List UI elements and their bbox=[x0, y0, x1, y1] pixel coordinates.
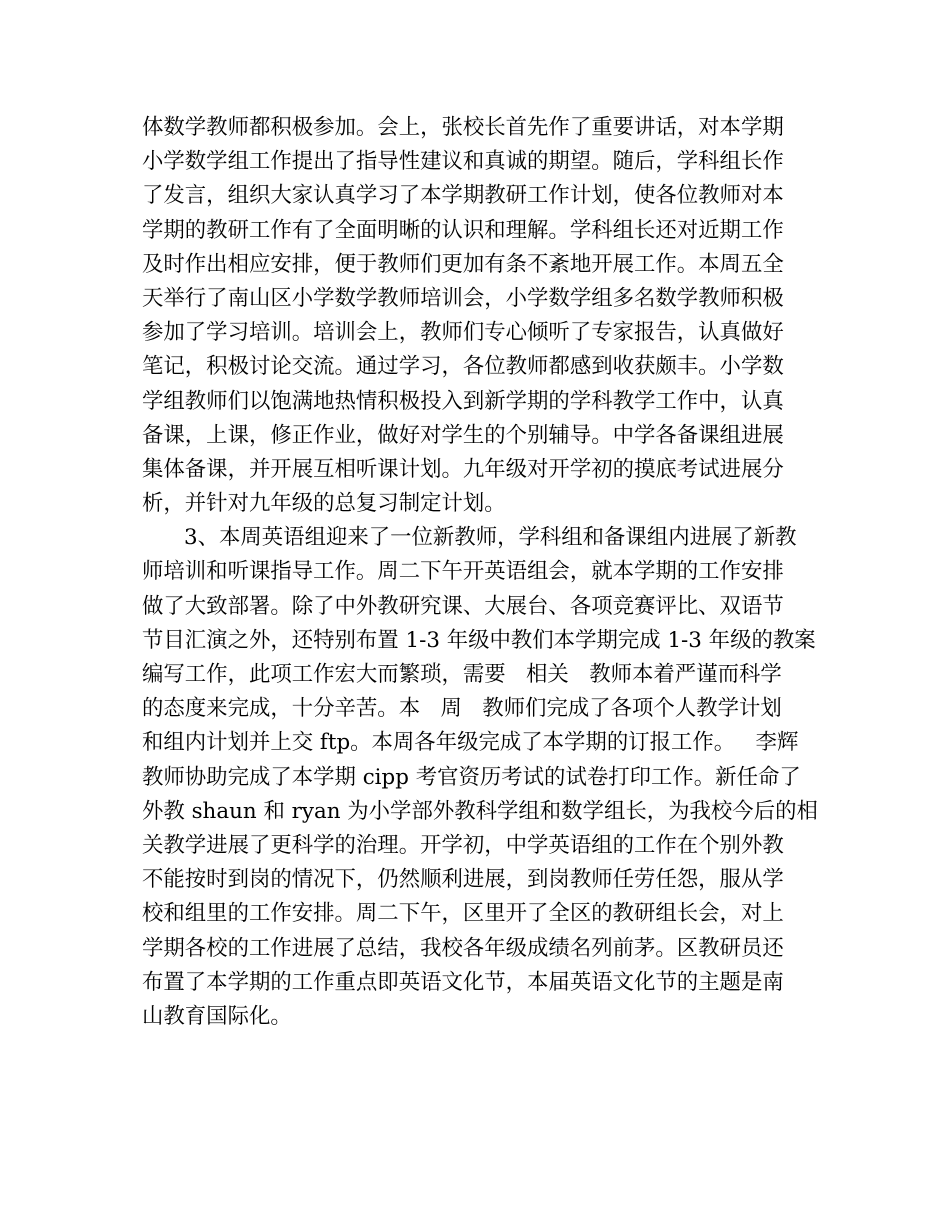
text-line: 体数学教师都积极参加。会上，张校长首先作了重要讲话，对本学期 bbox=[142, 115, 784, 140]
text-line: 不能按时到岗的情况下，仍然顺利进展，到岗教师任劳任怨，服从学 bbox=[142, 867, 784, 893]
text-line: 做了大致部署。除了中外教研究课、大展台、各项竞赛评比、双语节 bbox=[142, 593, 784, 619]
text-line: 及时作出相应安排，便于教师们更加有条不紊地开展工作。本周五全 bbox=[142, 251, 784, 277]
text-line: 参加了学习培训。培训会上，教师们专心倾听了专家报告，认真做好 bbox=[142, 320, 784, 346]
paragraph-math-group bbox=[142, 111, 812, 521]
text-line: 的态度来完成，十分辛苦。本 周 教师们完成了各项个人教学计划 bbox=[142, 696, 782, 722]
text-line: 山教育国际化。 bbox=[142, 1003, 292, 1029]
text-line: 学期的教研工作有了全面明晰的认识和理解。学科组长还对近期工作 bbox=[142, 217, 784, 243]
text-line: 师培训和听课指导工作。周二下午开英语组会，就本学期的工作安排 bbox=[142, 559, 784, 585]
text-line: 了发言，组织大家认真学习了本学期教研工作计划，使各位教师对本 bbox=[142, 183, 784, 209]
text-line: 编写工作，此项工作宏大而繁琐，需要 相关 教师本着严谨而科学 bbox=[142, 662, 782, 687]
text-line: 天举行了南山区小学数学教师培训会，小学数学组多名数学教师积极 bbox=[142, 285, 784, 311]
text-line: 学组教师们以饱满地热情积极投入到新学期的学科教学工作中，认真 bbox=[142, 388, 784, 414]
text-line: 和组内计划并上交 ftp。本周各年级完成了本学期的订报工作。 李辉 bbox=[142, 730, 799, 756]
text-line: 校和组里的工作安排。周二下午，区里开了全区的教研组长会，对上 bbox=[142, 901, 784, 927]
text-line: 外教 shaun 和 ryan 为小学部外教科学组和数学组长，为我校今后的相 bbox=[142, 798, 818, 824]
text-line: 布置了本学期的工作重点即英语文化节，本届英语文化节的主题是南 bbox=[142, 969, 784, 995]
text-line: 3、本周英语组迎来了一位新教师，学科组和备课组内进展了新教 bbox=[184, 525, 797, 551]
text-line: 关教学进展了更科学的治理。开学初，中学英语组的工作在个别外教 bbox=[142, 832, 784, 858]
text-line: 节目汇演之外，还特别布置 1-3 年级中教们本学期完成 1-3 年级的教案 bbox=[142, 627, 816, 653]
text-line: 备课，上课，修正作业，做好对学生的个别辅导。中学各备课组进展 bbox=[142, 422, 784, 448]
document-page bbox=[142, 111, 818, 1034]
text-line: 笔记，积极讨论交流。通过学习，各位教师都感到收获颇丰。小学数 bbox=[142, 354, 784, 380]
text-line: 学期各校的工作进展了总结，我校各年级成绩名列前茅。区教研员还 bbox=[142, 935, 784, 961]
text-line: 小学数学组工作提出了指导性建议和真诚的期望。随后，学科组长作 bbox=[142, 149, 784, 175]
paragraph-english-group bbox=[142, 521, 818, 1034]
text-line: 析，并针对九年级的总复习制定计划。 bbox=[142, 491, 506, 517]
text-line: 教师协助完成了本学期 cipp 考官资历考试的试卷打印工作。新任命了 bbox=[142, 764, 801, 790]
text-line: 集体备课，并开展互相听课计划。九年级对开学初的摸底考试进展分 bbox=[142, 456, 784, 482]
